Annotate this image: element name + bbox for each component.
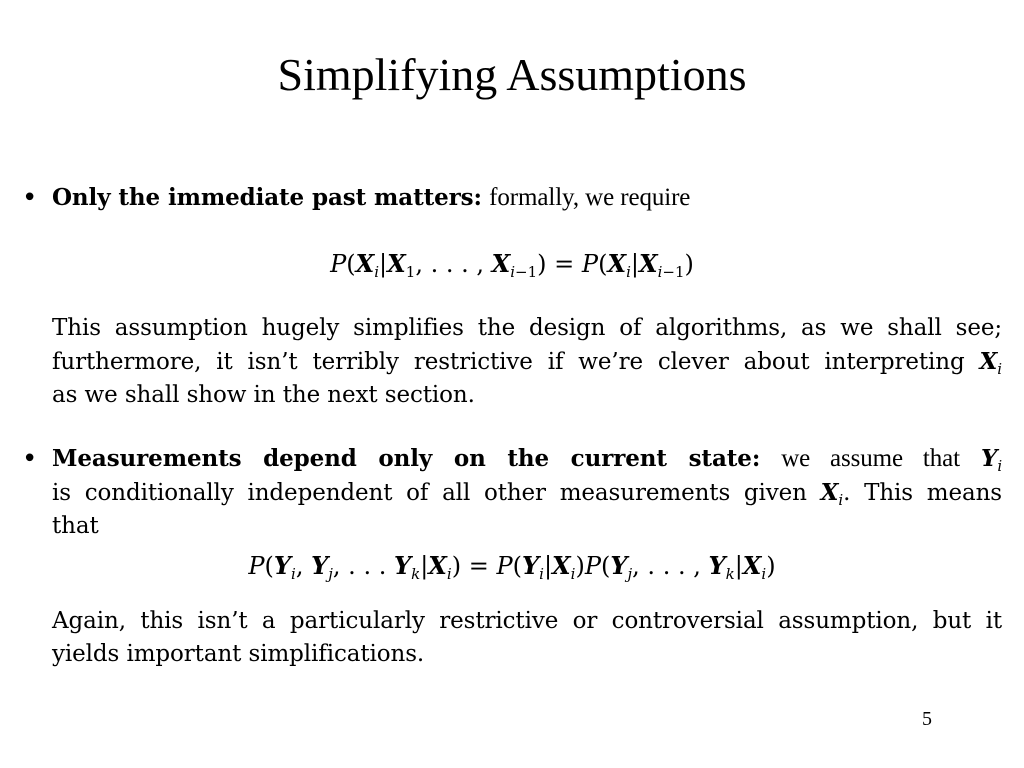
bullet-1-body-line-2-var: $X_i$ [979, 348, 1002, 378]
bullet-2-line-2-var: $X_i$ [820, 479, 844, 509]
bullet-1-body-line-1: This assumption hugely simplifies the design of algorithms, as we shall see; [52, 315, 1002, 341]
bullet-1-body [52, 312, 1002, 412]
bullet-2-line-3: that [52, 513, 99, 539]
bullet-1-lead: Only the immediate past matters: [52, 184, 482, 211]
bullet-1-body-line-2-text: furthermore, it isn’t terribly restrictive if we’re clever about interpreting [52, 349, 965, 375]
bullet-2-intro-var: $Y_i$ [980, 445, 1003, 475]
equation-measurement [0, 549, 1024, 583]
bullet-1-heading [52, 181, 1002, 215]
page-number: 5 [922, 708, 932, 730]
equation-measurement-render: $P(Y_i$, $Y_j$, . . . $Y_k|X_i) = P(Y_i|X_i)P(Y_j$, . . . , $Y_k|X_i$) [248, 551, 776, 583]
bullet-2-body-line-2: yields important simplifications. [52, 641, 425, 667]
bullet-2-line-2 [52, 476, 1002, 510]
equation-markov-render: $P(X_i|X_1$, . . . , $X_{i-1}) = P(X_i|X_{i-1})$ [330, 249, 694, 281]
slide-title: Simplifying Assumptions [277, 49, 747, 100]
bullet-2-intro [52, 442, 1002, 543]
bullet-marker-1: • [22, 183, 38, 213]
bullet-2-body [52, 605, 1002, 671]
bullet-2-line-2-text: is conditionally independent of all other measurements given [52, 480, 807, 506]
equation-markov [0, 247, 1024, 281]
bullet-2-lead: Measurements depend only on the current state: [52, 445, 761, 472]
bullet-2-line-2-post: . This means [843, 480, 1003, 506]
bullet-1-body-line-2 [52, 345, 1002, 379]
bullet-2-intro-text: we assume that [781, 445, 961, 472]
bullet-2-line-1 [52, 442, 1002, 476]
bullet-1-intro: formally, we require [489, 184, 691, 211]
bullet-marker-2: • [22, 444, 38, 474]
bullet-1-body-line-3: as we shall show in the next section. [52, 382, 475, 408]
bullet-1-intro-line [52, 181, 1002, 215]
bullet-2-body-line-1: Again, this isn’t a particularly restrictive or controversial assumption, but it [52, 608, 1002, 634]
